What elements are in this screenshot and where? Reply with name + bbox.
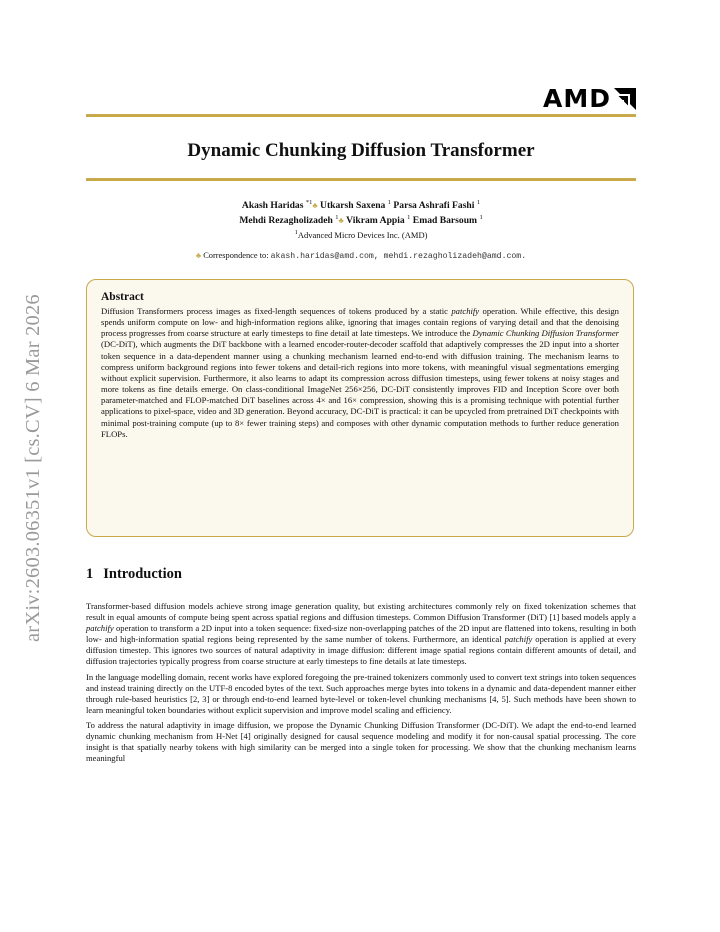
paragraph-text: Transformer-based diffusion models achieve strong image generation quality, but existing architectures commonly rely on fixed tokenization schemes that result in equal amounts of compute being spent across spatial regions and diffusion timesteps. Common Diffusion Transformer (DiT) [1] based models apply a [86,601,636,623]
author-name: Vikram Appia [346,215,405,227]
author-affiliation-mark: 1 [479,214,483,222]
correspondence-mark-icon: ♣ [195,251,202,260]
paragraph: To address the natural adaptivity in image diffusion, we propose the Dynamic Chunking Diffusion Transformer (DC-DiT). We adapt the end-to-end learned dynamic chunking mechanism from H-Net [4] originally designed for causal sequence modeling and modify it for non-causal spatial processing. The core insight is that spatially nearby tokens with high similarity can be merged into a single token for processing. We show that the chunking mechanism learns meaningful [86,719,636,764]
abstract-box [86,279,634,537]
affiliation [86,227,636,241]
author-block [86,197,636,241]
paper-title: Dynamic Chunking Diffusion Transformer [187,140,535,161]
arxiv-identifier: arXiv:2603.06351v1 [cs.CV] 6 Mar 2026 [22,294,44,642]
section-title: Introduction [103,566,182,582]
author-line-2 [86,212,636,227]
abstract-emphasis: patchify [451,306,480,316]
introduction-body [86,601,636,768]
paragraph-text: operation to transform a 2D input into a token sequence: fixed-size non-overlapping patches of the 2D input are flattened into tokens, resulting in both low- and high-information spatial regions being represented by the same number of tokens. Furthermore, an identical [86,623,636,645]
abstract-text-part: Diffusion Transformers process images as fixed-length sequences of tokens produced by a static [101,306,452,316]
abstract-text-part: operation. While effective, this design spends uniform compute on low- and high-information regions alike, ignoring that images contain regions of varying detail and that the denoising process progresses from coarse structure at early timesteps to fine detail at late timesteps. We introduce the [101,306,619,339]
amd-logo-text: AMD [543,84,611,113]
author-affiliation-mark: 1 [335,214,339,222]
author-name: Utkarsh Saxena [320,200,386,212]
amd-arrow-icon [614,88,636,110]
abstract-text-part: (DC-DiT), which augments the DiT backbone with a learned encoder-router-decoder scaffold that adaptively compresses the 2D input into a shorter token sequence in a data-dependent manner using a chunking mechanism learned end-to-end with diffusion training. The mechanism learns to compress uniform background regions into fewer tokens and detail-rich regions into more tokens, with meaningful visual segmentations emerging without explicit supervision. Furthermore, it also learns to adapt its compression across diffusion timesteps, using fewer tokens at noisy stages and more tokens as fine details emerge. On class-conditional ImageNet 256×256, DC-DiT consistently improves FID and Inception Score over both parameter-matched and FLOP-matched DiT baselines across 4× and 16× compression, showing this is a promising technique with potential further applications to pixel-space, video and 3D generation. Beyond accuracy, DC-DiT is practical: it can be upcycled from pretrained DiT checkpoints with minimal post-training compute (up to 8× fewer training steps) and composes with other dynamic computation methods to further reduce generation FLOPs. [101,339,619,439]
author-affiliation-mark: 1 [387,199,391,206]
correspondence-line [86,251,636,261]
paragraph [86,601,636,668]
author-affiliation-mark: 1 [476,199,481,206]
author-name: Akash Haridas [241,200,304,212]
paragraph-text: operation is applied at every diffusion timestep. This ignores two sources of natural adaptivity in image diffusion: different image spatial regions contain different amounts of detail, and diffusion trajectories typically progress from coarse structure at early timesteps to fine details at late timesteps. [86,634,636,667]
author-affiliation-mark: *1 [305,199,313,206]
section-number: 1 [86,566,94,582]
correspondence-emails[interactable]: akash.haridas@amd.com, mehdi.rezagholizadeh@amd.com. [270,252,527,261]
author-line-1 [86,197,636,212]
author-name: Mehdi Rezagholizadeh [239,215,333,227]
amd-logo [543,84,636,113]
author-name: Parsa Ashrafi Fashi [393,200,475,212]
author-name: Emad Barsoum [412,215,478,227]
paragraph: In the language modelling domain, recent works have explored foregoing the pre-trained tokenizers commonly used to convert text strings into token sequences and instead training directly on the UTF-8 encoded bytes of the text. Such approaches merge bytes into tokens in a dynamic and data-dependent manner either through rule-based heuristics [2, 3] or through end-to-end learned byte-level or token-level chunking mechanisms [4, 5]. Such methods have been shown to learn meaningful token boundaries without explicit supervision and improve model scaling and efficiency. [86,671,636,715]
affiliation-text: Advanced Micro Devices Inc. (AMD) [297,230,428,241]
abstract-heading: Abstract [101,291,144,303]
abstract-emphasis: Dynamic Chunking Diffusion Transformer [472,328,620,339]
correspondence-mark-icon: ♣ [312,201,318,211]
correspondence-mark-icon: ♣ [338,216,344,226]
header-rule-top [86,114,636,117]
correspondence-label: Correspondence to: [203,251,269,260]
header-rule-bottom [86,178,636,181]
paragraph-emphasis: patchify [86,623,114,634]
author-affiliation-mark: 1 [407,214,411,222]
section-heading-introduction [86,566,182,583]
affiliation-mark: 1 [294,229,298,237]
paragraph-emphasis: patchify [504,634,533,645]
abstract-text [101,306,619,440]
